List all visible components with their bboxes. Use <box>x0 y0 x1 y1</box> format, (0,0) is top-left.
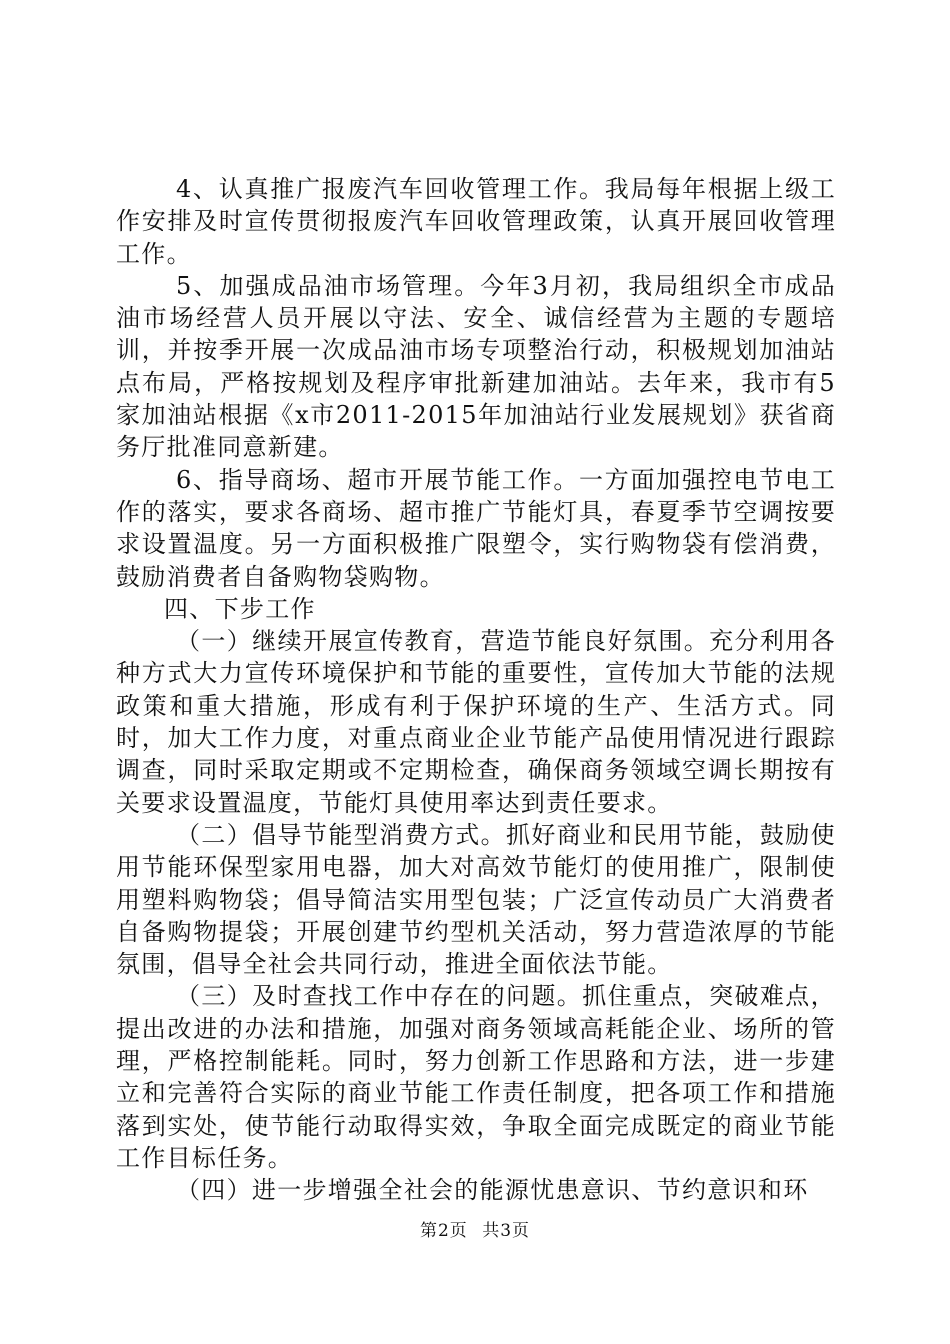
page-footer <box>0 1216 950 1241</box>
paragraph-scrap-car-recycling: 4、认真推广报废汽车回收管理工作。我局每年根据上级工作安排及时宣传贯彻报废汽车回收管理政策，认真开展回收管理工作。 <box>116 175 836 268</box>
page-number: 第2页 <box>419 1221 468 1241</box>
paragraph-next-step-3: （三）及时查找工作中存在的问题。抓住重点，突破难点，提出改进的办法和措施，加强对商务领域高耗能企业、场所的管理，严格控制能耗。同时，努力创新工作思路和方法，进一步建立和完善符合实际的商业节能工作责任制度，把各项工作和措施落到实处，使节能行动取得实效，争取全面完成既定的商业节能工作目标任务。 <box>116 982 836 1172</box>
paragraph-next-step-1: （一）继续开展宣传教育，营造节能良好氛围。充分利用各种方式大力宣传环境保护和节能的重要性，宣传加大节能的法规政策和重大措施，形成有利于保护环境的生产、生活方式。同时，加大工作力度，对重点商业企业节能产品使用情况进行跟踪调查，同时采取定期或不定期检查，确保商务领域空调长期按有关要求设置温度，节能灯具使用率达到责任要求。 <box>116 627 836 817</box>
paragraph-refined-oil-market: 5、加强成品油市场管理。今年3月初，我局组织全市成品油市场经营人员开展以守法、安全、诚信经营为主题的专题培训，并按季开展一次成品油市场专项整治行动，积极规划加油站点布局，严格按规划及程序审批新建加油站。去年来，我市有5家加油站根据《x市2011-2015年加油站行业发展规划》获省商务厅批准同意新建。 <box>116 271 836 462</box>
paragraph-next-step-4: （四）进一步增强全社会的能源忧患意识、节约意识和环 <box>176 1176 809 1205</box>
page-total: 共3页 <box>482 1221 531 1241</box>
paragraph-next-step-2: （二）倡导节能型消费方式。抓好商业和民用节能，鼓励使用节能环保型家用电器，加大对高效节能灯的使用推广，限制使用塑料购物袋；倡导简洁实用型包装；广泛宣传动员广大消费者自备购物提袋；开展创建节约型机关活动，努力营造浓厚的节能氛围，倡导全社会共同行动，推进全面依法节能。 <box>116 820 836 979</box>
section-heading-next-steps: 四、下步工作 <box>164 594 316 623</box>
document-body <box>116 173 836 1207</box>
paragraph-mall-energy-saving: 6、指导商场、超市开展节能工作。一方面加强控电节电工作的落实，要求各商场、超市推广节能灯具，春夏季节空调按要求设置温度。另一方面积极推广限塑令，实行购物袋有偿消费，鼓励消费者自备购物袋购物。 <box>116 465 836 591</box>
